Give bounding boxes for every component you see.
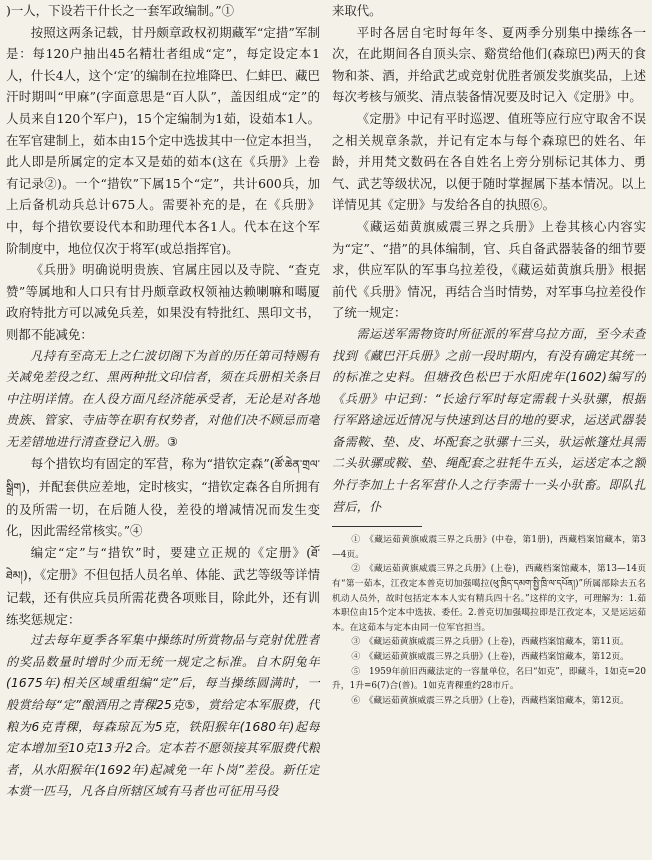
text-span: )，并配套供应差地，定时核实，“措钦定森各自所拥有的及所需一切，在后随人役，差役的增减情况而发生变化，因此需经常核实。”④ — [6, 479, 320, 539]
paragraph: 《定册》中记有平时巡逻、值班等应行应守取舍不误之相关规章条款，并记有定本与每个森琼巴的姓名、年龄，并用梵文数码在各自姓名上旁分别标记其体力、勇气、武艺等级状况，以便于随时掌握属下基本情况。以上详情见其《定册》与发给各自的执照⑥。 — [332, 110, 646, 213]
block-quote: 需运送军需物资时所征派的军营乌拉方面，至今未查找到《藏巴汗兵册》之前一段时期内，有没有确定其统一的标准之史料。但塘孜色松巴于水阳虎年(1602)编写的《兵册》中记到：“长途行军时每定需载十头驮骡，根据行军路途远近情况与快速到达目的地的要求，运送武器装备需鞍、垫、皮、坏配套之驮骡十三头，驮运帐篷灶具需二头驮骡或鞍、垫、绳配套之驻牦牛五头，运送定本之额外行李加上十名军营仆人之行李需十一头小驮畜。即队扎营后，仆 — [332, 326, 646, 514]
footnote — [332, 694, 646, 709]
tibetan-term: ཐོ་ཐེམ། — [6, 546, 320, 583]
paragraph: 《藏运茹黄旗威震三界之兵册》上卷其核心内容实为“定”、“措”的具体编制，官、兵自备武器装备的细节要求，供应军队的军事乌拉差役，《藏运茹黄旗兵册》根据前代《兵册》情况，再结合当时情势，对军事乌拉差役作了统一规定： — [332, 218, 646, 321]
block-quote: 过去每年夏季各军集中操练时所赏物品与竞射优胜者的奖品数量时增时少而无统一规定之标准。自木阴兔年(1675年)相关区域重组编“定”后，每当操练圆满时，一般赏给每“定”酿酒用之青稞25克⑤，赏给定本军服费，代粮为6克青稞，每森琼瓦为5克，铁阳猴年(1680年)起每定本增加至10克13升2合。定本若不愿领接其军服费代粮者，从水阳猴年(1692年)起减免一年卜岗”差役。新任定本赏一匹马，凡各自所辖区域有马者也可征用马役 — [6, 633, 320, 799]
footnote — [332, 635, 646, 650]
footnote-divider — [332, 526, 422, 527]
footnote-text: ⑤ 1959年前旧西藏法定的一容量单位，名曰“如克”，即藏斗，1如克=20升，1升=6(7)合(普)。1如克青稞重约28市斤。 — [332, 666, 646, 692]
paragraph: )一人，下设若干什长之一套军政编制。”① — [6, 3, 234, 18]
footnote — [332, 562, 646, 635]
text-span: )，《定册》不但包括人员名单、体能、武艺等级等详情记载，还有供应兵员所需花费各项账目，除此外，还有训练奖惩规定： — [6, 567, 320, 627]
footnote-text: ③ 《藏运茹黄旗威震三界之兵册》(上卷)，西藏档案馆藏本，第11页。 — [351, 637, 629, 648]
footnote-text: ① 《藏运茹黄旗威震三界之兵册》(中卷，第1册)，西藏档案馆藏本，第3—4页。 — [332, 535, 646, 560]
block-quote: 凡持有至高无上之仁波切阁下为首的历任第司特赐有关减免差役之红、黑两种批文印信者，须在兵册相关条目中注明详情。在人役方面凡经济能承受者，无论是对各地贵族、管家、寺庙等在职有权势者，对他们决不顾忌而毫无差错地进行清查登记入册。③ — [6, 348, 320, 449]
tibetan-term: ཚོ་ཆེན་གྲལ་སྒྲིག — [6, 458, 320, 495]
left-column — [6, 0, 320, 860]
paragraph — [6, 453, 320, 541]
footnotes — [332, 533, 646, 708]
paragraph: 按照这两条记载，甘丹颇章政权初期藏军“定措”军制是：每120户抽出45名精壮者组成“定”，每定设定本1人，什长4人，这个‘定’的编制在拉堆降巴、仁蚌巴、藏巴汗时期叫“甲麻”(字面意思是“百人队”，盖因组成“定”的人员来自120个军户)，15个定编制为1茹，设茹本1人。在军官建制上，茹本由15个定中选拔其中一位定本担当，此人即是所属定的定本又是茹的茹本(这在《兵册》上卷有记录②)。一个“措钦”下属15个“定”，共计600兵，加上后备机动兵总计675人。需要补充的是，在《兵册》中，每个措钦要设代本和助理代本各1人。代本在这个军阶制度中，地位仅次于将军(或总指挥官)。 — [6, 24, 320, 256]
paragraph: 平时各居自宅时每年冬、夏两季分别集中操练各一次，在此期间各自顶头宗、谿赏给他们(森琼巴)两天的食物和茶、酒，并给武艺或竞射优胜者颁发奖旗奖品，上述每次考核与颁奖、清点装备情况要及时记入《定册》中。 — [332, 24, 646, 105]
footnote-text: ⑥ 《藏运茹黄旗威震三界之兵册》(上卷)，西藏档案馆藏本，第12页。 — [351, 695, 629, 706]
footnote — [332, 665, 646, 694]
footnote — [332, 650, 646, 665]
right-column — [332, 0, 646, 860]
footnote-text: ② 《藏运茹黄旗威震三界之兵册》(上卷)，西藏档案馆藏本，第13—14页有“第一茹本，江孜定本普克切加强噶拉(ཕུ་ཁྲིད་དམག་སྤྱི་ཁྲི་ལ་དཔོན།)”所属部除去五名机动人员外，故时包括定本本人实有精兵四十名。”这样的文字，可理解为：1.茹本职位由15个定本中选拔、委任。2.普克切加强噶拉即是江孜定本，又是运运茹本。在这茹本与定本由同一位军官担当。 — [332, 564, 646, 633]
footnote — [332, 533, 646, 562]
paragraph — [6, 542, 320, 630]
footnote-text: ④ 《藏运茹黄旗威震三界之兵册》(上卷)，西藏档案馆藏本，第12页。 — [351, 652, 629, 662]
paragraph: 来取代。 — [332, 3, 382, 18]
paragraph: 《兵册》明确说明贵族、官属庄园以及寺院、“查克赞”等属地和人口只有甘丹颇章政权领袖达赖喇嘛和噶厦政府特批方可以减免兵差，如果没有特批红、黑印文书，则都不能减免： — [6, 262, 320, 342]
text-span: 编定“定”与“措钦”时，要建立正规的《定册》( — [30, 544, 312, 560]
text-span: 每个措钦均有固定的军营，称为“措钦定森”( — [30, 456, 275, 472]
